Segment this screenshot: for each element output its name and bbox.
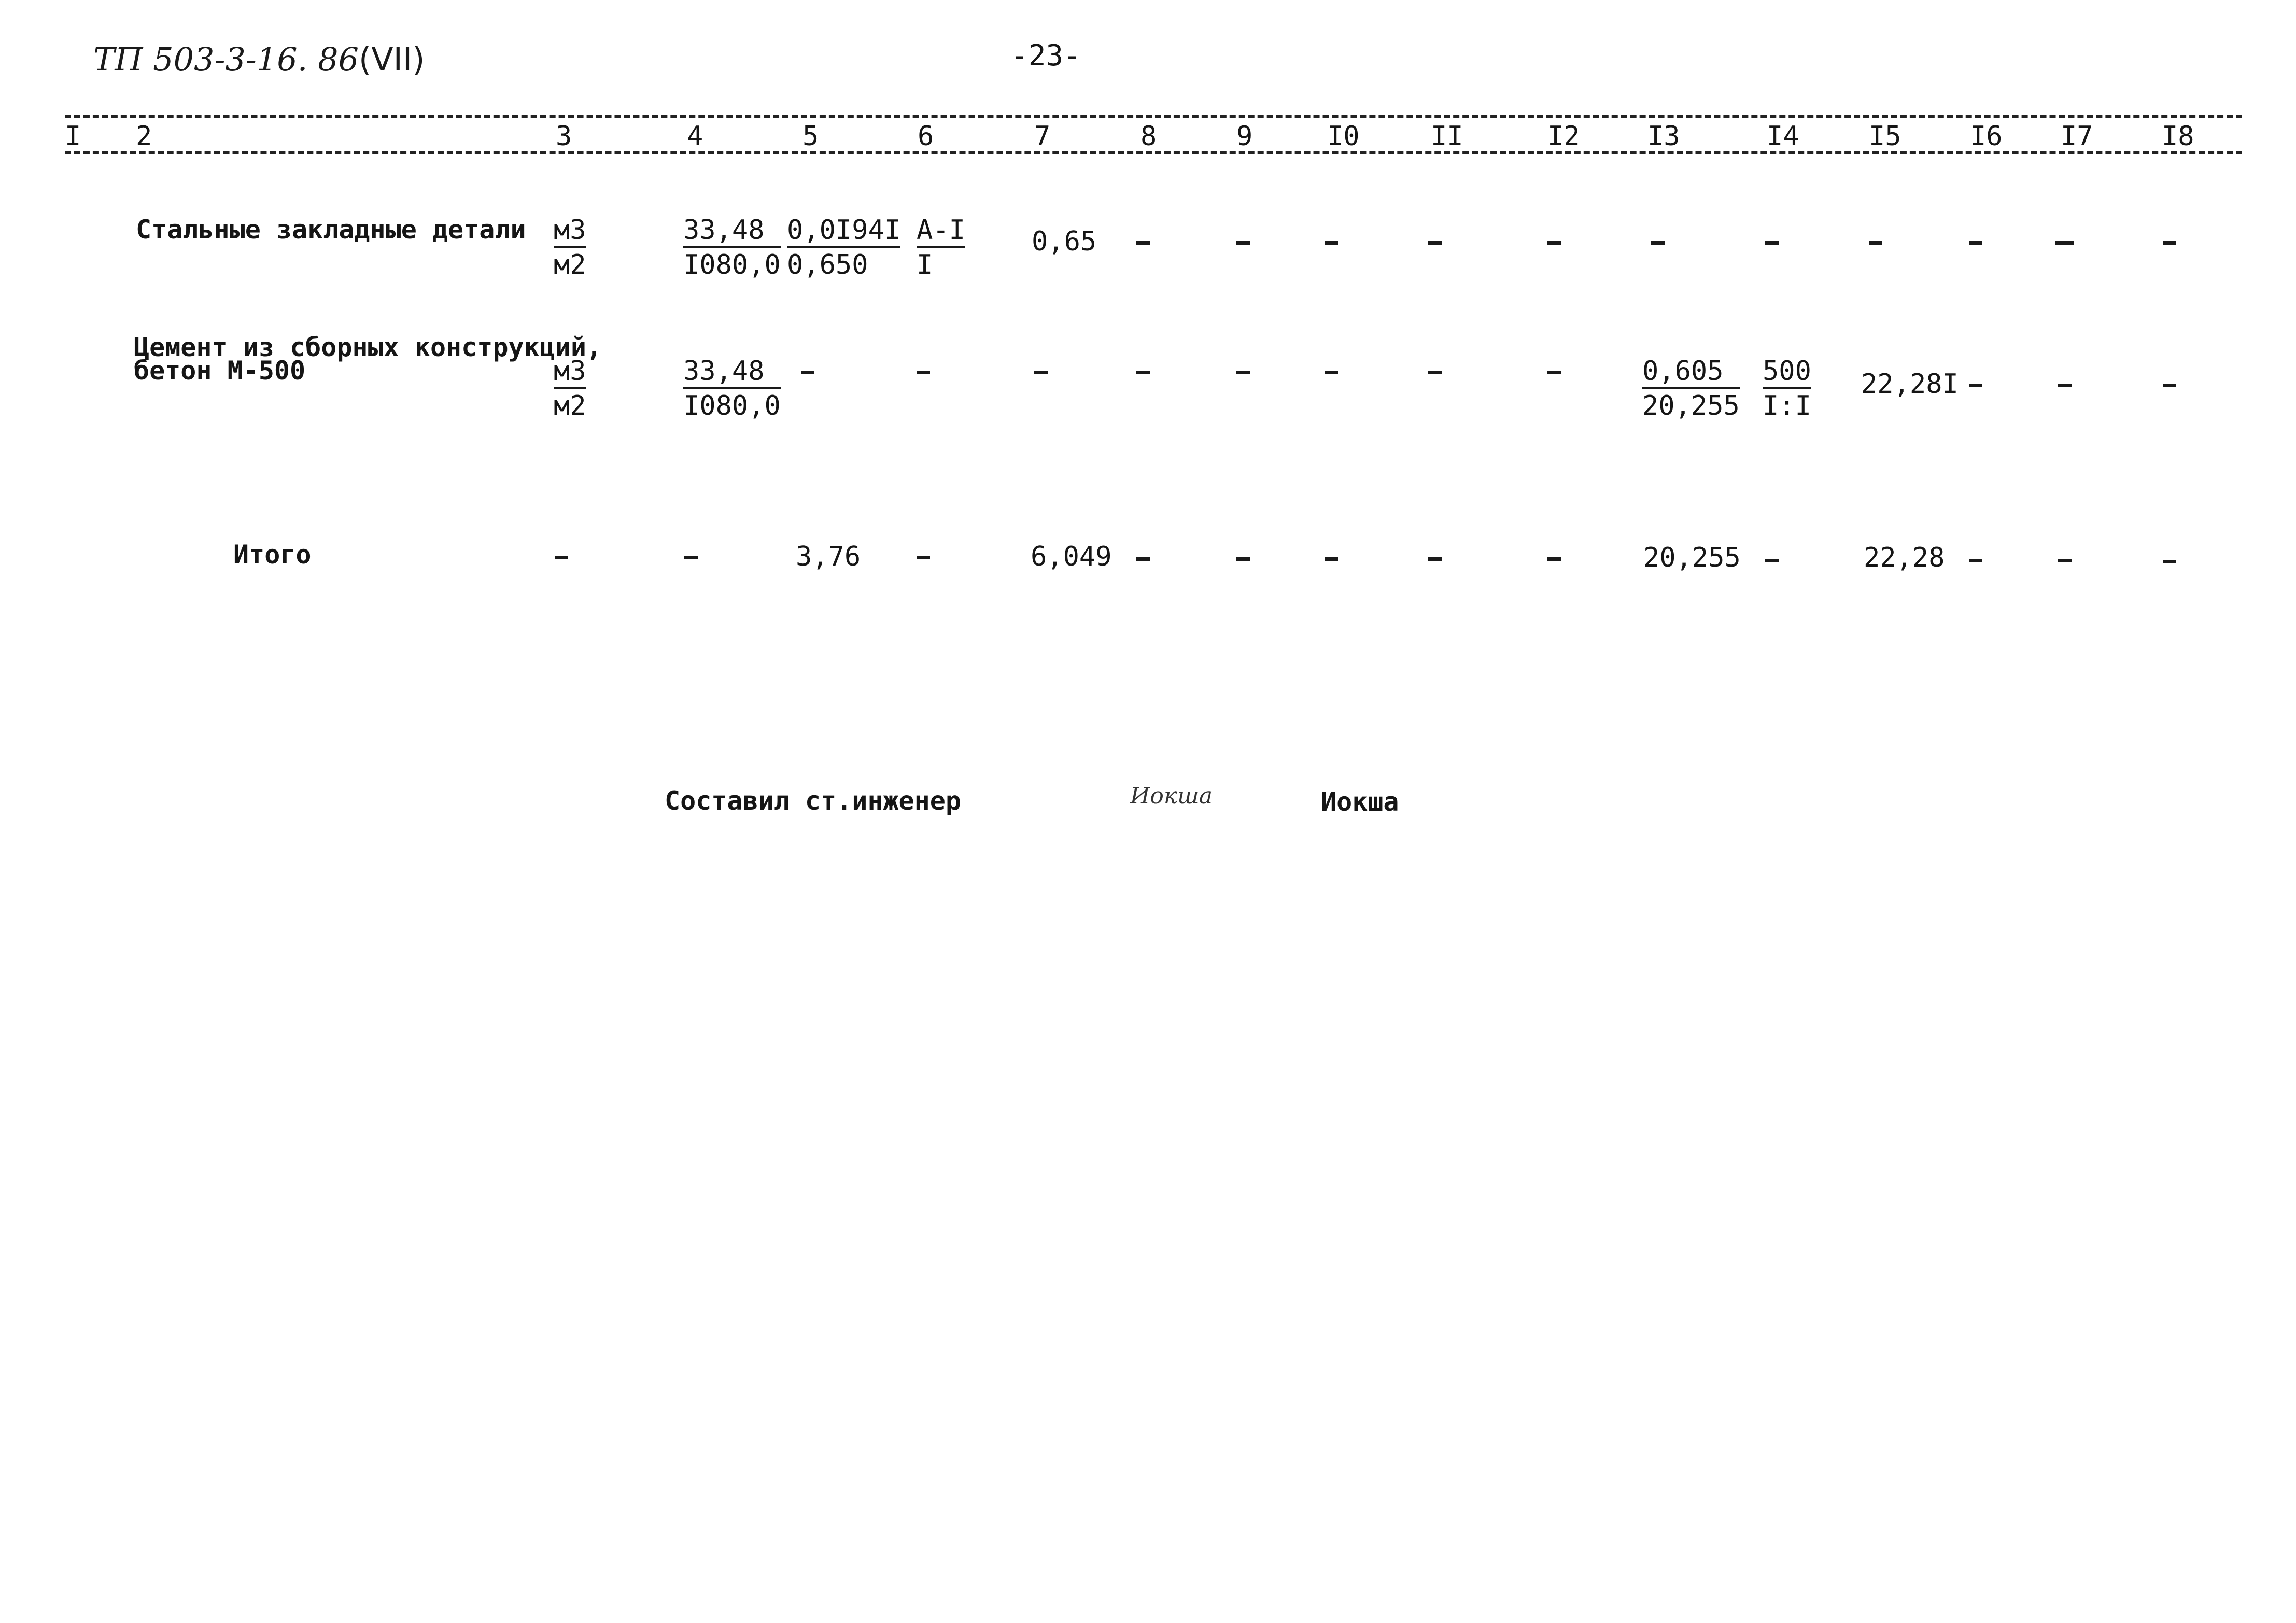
empty-cell-dash (1236, 241, 1250, 245)
col14-numerator: 500 (1763, 358, 1811, 389)
column-number: 9 (1236, 121, 1253, 152)
unit-fraction (554, 358, 586, 419)
column-number: I3 (1647, 121, 1680, 152)
col4-numerator: 33,48 (683, 358, 781, 389)
document-code-text: ТП 503-3-16. 86 (93, 40, 359, 78)
column-number: I8 (2162, 121, 2194, 152)
empty-cell-dash (1765, 559, 1779, 562)
empty-cell-dash (1765, 241, 1779, 245)
col4-denominator: I080,0 (683, 249, 781, 280)
col13-numerator: 0,605 (1642, 358, 1740, 389)
col5-denominator: 0,650 (787, 249, 868, 280)
empty-cell-dash (1034, 371, 1048, 374)
empty-cell-dash (1651, 241, 1665, 245)
column-number: I0 (1327, 121, 1360, 152)
document-code (93, 40, 425, 78)
empty-cell-dash (801, 371, 814, 374)
col13-denominator: 20,255 (1642, 390, 1740, 421)
row-name-line2: бетон М-500 (134, 356, 306, 386)
column-number: 8 (1140, 121, 1157, 152)
empty-cell-dash (1236, 371, 1250, 374)
empty-cell-dash (1136, 557, 1150, 561)
empty-cell-dash (1136, 241, 1150, 245)
unit-denominator: м2 (554, 390, 586, 421)
column-number: I5 (1869, 121, 1901, 152)
empty-cell-dash (1428, 371, 1442, 374)
column-number: 5 (802, 121, 819, 152)
empty-cell-dash (2058, 559, 2072, 562)
column-number: 3 (556, 121, 572, 152)
col13-fraction (1642, 358, 1740, 419)
empty-cell-dash (1236, 557, 1250, 561)
col15-value: 22,28I (1861, 369, 1959, 400)
col4-fraction (683, 217, 781, 278)
empty-cell-dash (1869, 241, 1882, 245)
col4-fraction (683, 358, 781, 419)
col15-total: 22,28 (1864, 542, 1945, 573)
empty-cell-dash (555, 556, 568, 559)
col13-total: 20,255 (1643, 542, 1741, 573)
empty-cell-dash (1428, 241, 1442, 245)
empty-cell-dash (917, 556, 930, 559)
empty-cell-dash (1136, 371, 1150, 374)
column-number: I7 (2061, 121, 2093, 152)
col14-fraction (1763, 358, 1811, 419)
column-number: 7 (1034, 121, 1051, 152)
empty-cell-dash (2163, 241, 2176, 245)
column-number: I4 (1767, 121, 1799, 152)
document-code-suffix: (VII) (359, 40, 425, 78)
col7-total: 6,049 (1031, 541, 1112, 572)
column-number: 4 (687, 121, 703, 152)
column-number: I (65, 121, 81, 152)
col6-fraction (917, 217, 965, 278)
page-number: -23- (1011, 39, 1081, 73)
empty-cell-dash (917, 371, 930, 374)
empty-cell-dash (2055, 241, 2074, 245)
empty-cell-dash (1428, 557, 1442, 561)
empty-cell-dash (2163, 560, 2176, 563)
unit-denominator: м2 (554, 249, 586, 280)
col4-numerator: 33,48 (683, 217, 781, 248)
empty-cell-dash (1547, 371, 1561, 374)
total-label: Итого (233, 540, 312, 570)
empty-cell-dash (2163, 384, 2176, 387)
compiled-by-label: Составил ст.инженер (665, 786, 961, 816)
empty-cell-dash (1325, 241, 1338, 245)
empty-cell-dash (1325, 557, 1338, 561)
empty-cell-dash (1969, 241, 1982, 245)
signer-name: Иокша (1321, 787, 1399, 817)
col6-numerator: А-I (917, 217, 965, 248)
unit-numerator: м3 (554, 217, 586, 248)
empty-cell-dash (684, 556, 698, 559)
col4-denominator: I080,0 (683, 390, 781, 421)
column-number: 2 (136, 121, 152, 152)
empty-cell-dash (1547, 557, 1561, 561)
column-number: 6 (918, 121, 934, 152)
empty-cell-dash (1325, 371, 1338, 374)
handwritten-signature: Иокша (1130, 783, 1213, 809)
column-number: I2 (1547, 121, 1580, 152)
col7-value: 0,65 (1032, 226, 1097, 257)
col5-numerator: 0,0I94I (787, 217, 900, 248)
col5-fraction (787, 217, 900, 278)
unit-numerator: м3 (554, 358, 586, 389)
empty-cell-dash (1969, 384, 1982, 387)
column-number: I6 (1970, 121, 2003, 152)
col5-total: 3,76 (796, 541, 861, 572)
empty-cell-dash (1547, 241, 1561, 245)
row-name-line1: Цемент из сборных конструкций, (134, 332, 602, 362)
column-number: II (1431, 121, 1463, 152)
empty-cell-dash (1969, 559, 1982, 562)
row-name: Стальные закладные детали (136, 215, 526, 245)
col14-denominator: I:I (1763, 390, 1811, 421)
unit-fraction (554, 217, 586, 278)
col6-denominator: I (917, 249, 933, 280)
header-rule-top (65, 115, 2242, 118)
empty-cell-dash (2058, 384, 2072, 387)
